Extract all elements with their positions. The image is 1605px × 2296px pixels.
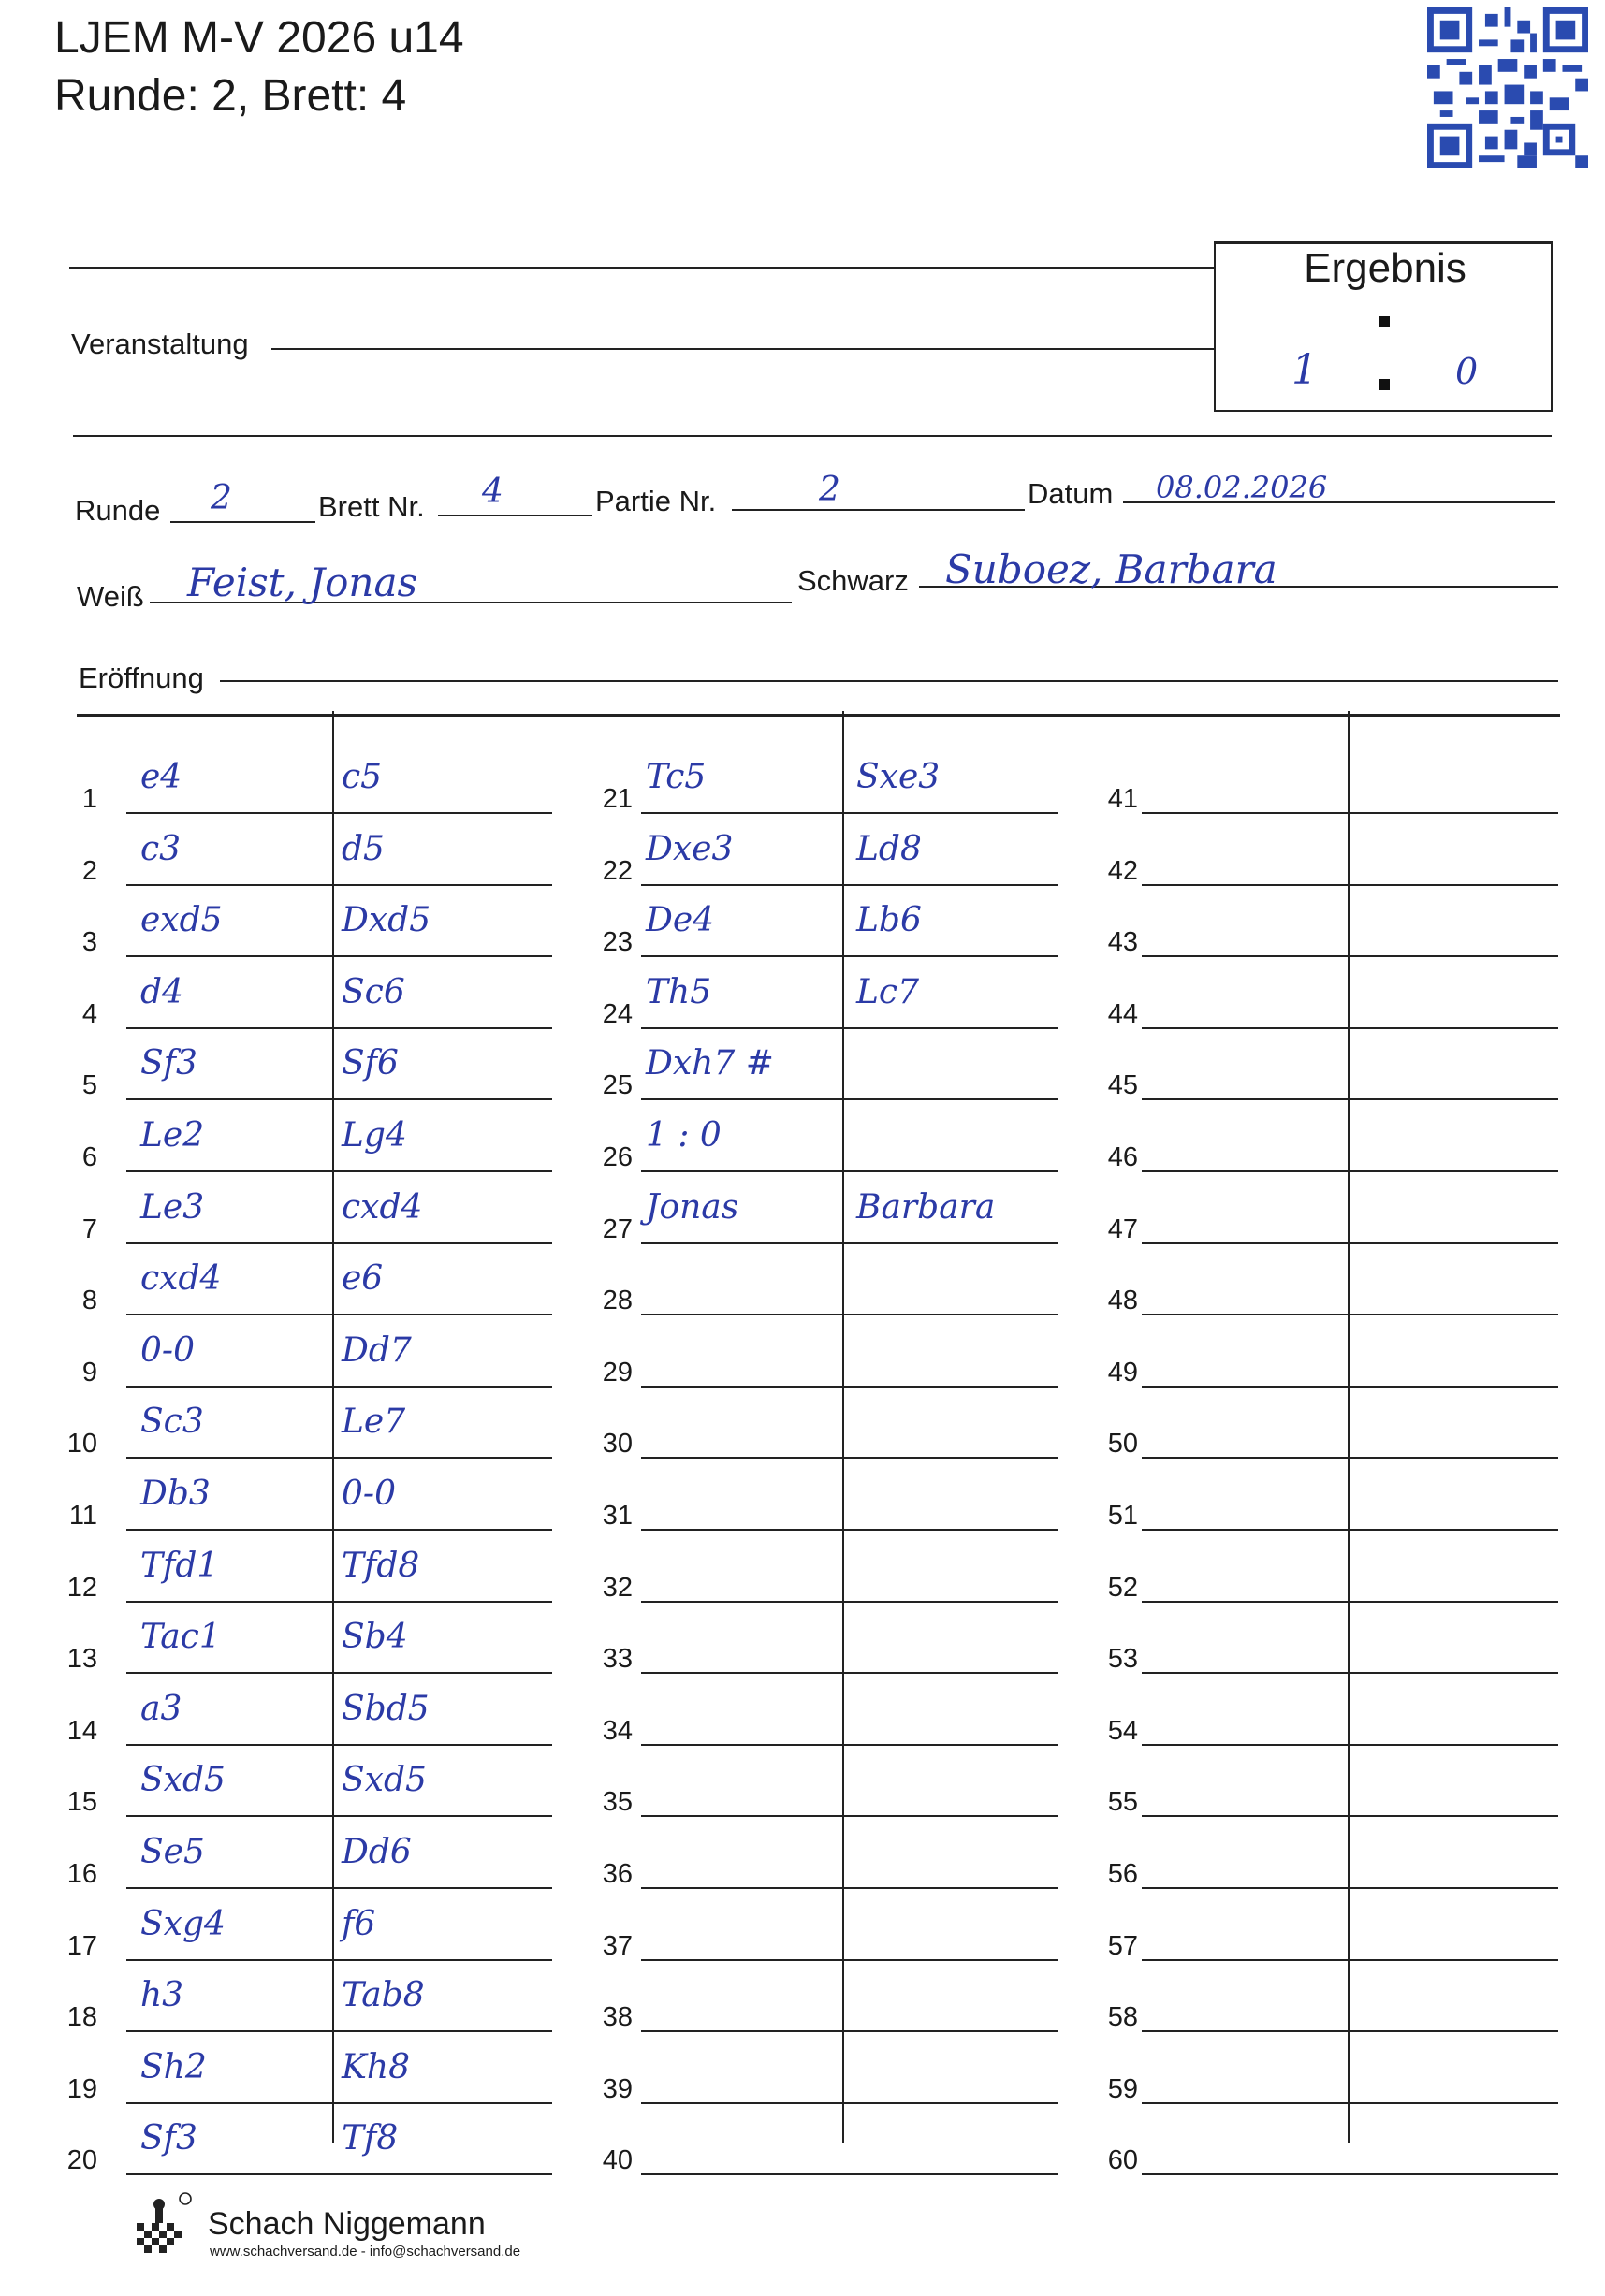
move-number: 41	[1107, 784, 1138, 814]
white-move: Dxh7 #	[646, 1044, 774, 1083]
move-line	[1142, 1242, 1558, 1244]
black-move: Sxe3	[856, 758, 941, 796]
move-line	[641, 1242, 1058, 1244]
white-move: Sh2	[140, 2047, 207, 2086]
move-number: 17	[66, 1930, 97, 1961]
move-number: 55	[1107, 1787, 1138, 1818]
move-number: 25	[602, 1070, 633, 1101]
move-line	[641, 1098, 1058, 1100]
black-move: Sb4	[342, 1618, 408, 1657]
move-number: 30	[602, 1429, 633, 1460]
move-number: 46	[1107, 1142, 1138, 1172]
datum-label: Datum	[1028, 477, 1114, 510]
move-line	[641, 1170, 1058, 1172]
white-move: 1 : 0	[646, 1116, 722, 1155]
move-number: 48	[1107, 1286, 1138, 1316]
veranstaltung-label: Veranstaltung	[71, 327, 249, 360]
move-number: 18	[66, 2002, 97, 2033]
white-move: Db3	[140, 1475, 211, 1513]
chess-board-logo-icon	[122, 2189, 197, 2264]
runde-value: 2	[211, 479, 232, 517]
black-move: Tab8	[342, 1976, 425, 2015]
move-line	[1142, 1170, 1558, 1172]
white-move: Sc3	[140, 1402, 204, 1442]
move-number: 9	[81, 1357, 97, 1388]
move-number: 14	[66, 1715, 97, 1746]
sheet-title: LJEM M-V 2026 u14	[54, 13, 464, 63]
white-move: a3	[140, 1689, 182, 1728]
result-colon-dot	[1379, 316, 1390, 327]
move-number: 26	[602, 1142, 633, 1172]
footer-brand: Schach Niggemann	[208, 2206, 486, 2242]
move-number: 50	[1107, 1429, 1138, 1460]
move-number: 13	[66, 1644, 97, 1675]
move-column-divider	[1348, 711, 1350, 2143]
move-line	[641, 955, 1058, 957]
move-line	[1142, 1672, 1558, 1674]
weiss-label: Weiß	[77, 580, 144, 613]
move-number: 39	[602, 2073, 633, 2104]
move-line	[126, 1170, 552, 1172]
black-move: Tf8	[342, 2119, 399, 2158]
black-move: f6	[342, 1904, 376, 1943]
move-line	[1142, 1457, 1558, 1459]
black-move: Lc7	[856, 972, 919, 1011]
move-number: 57	[1107, 1930, 1138, 1961]
white-move: Dxe3	[646, 829, 734, 868]
white-move: Tac1	[140, 1618, 221, 1657]
move-line	[1142, 955, 1558, 957]
move-number: 53	[1107, 1644, 1138, 1675]
move-number: 38	[602, 2002, 633, 2033]
move-line	[126, 1815, 552, 1817]
black-move: Tfd8	[342, 1546, 420, 1585]
move-line	[126, 1887, 552, 1889]
white-move: e4	[140, 758, 182, 796]
move-line	[641, 1386, 1058, 1388]
move-number: 11	[68, 1501, 97, 1531]
move-number: 47	[1107, 1213, 1138, 1244]
move-number: 1	[81, 784, 97, 814]
move-number: 3	[81, 927, 97, 958]
black-move: d5	[342, 829, 385, 868]
move-line	[1142, 1027, 1558, 1029]
move-line	[641, 884, 1058, 886]
table-divider	[332, 711, 334, 2143]
result-colon-dot	[1379, 379, 1390, 390]
move-line	[126, 1098, 552, 1100]
move-line	[126, 1242, 552, 1244]
white-move: 0-0	[140, 1330, 195, 1370]
move-number: 6	[81, 1142, 97, 1172]
white-move: Sf3	[140, 2119, 197, 2158]
move-line	[126, 2030, 552, 2032]
black-move: cxd4	[342, 1187, 423, 1227]
eroeffnung-label: Eröffnung	[79, 661, 204, 694]
white-move: Tfd1	[140, 1546, 219, 1585]
move-number: 28	[602, 1286, 633, 1316]
white-move: Sf3	[140, 1044, 197, 1083]
move-line	[641, 1529, 1058, 1531]
move-number: 24	[602, 998, 633, 1029]
weiss-value: Feist, Jonas	[187, 559, 418, 605]
move-number: 35	[602, 1787, 633, 1818]
white-move: h3	[140, 1976, 184, 2015]
move-number: 5	[81, 1070, 97, 1101]
black-move: Dxd5	[342, 901, 431, 940]
move-number: 22	[602, 855, 633, 886]
move-line	[1142, 1815, 1558, 1817]
move-line	[641, 1457, 1058, 1459]
move-line	[126, 1386, 552, 1388]
move-number: 43	[1107, 927, 1138, 958]
move-number: 16	[66, 1859, 97, 1889]
move-number: 7	[81, 1213, 97, 1244]
white-move: Le3	[140, 1187, 205, 1227]
move-line	[126, 812, 552, 814]
move-line	[1142, 812, 1558, 814]
black-move: Sf6	[342, 1044, 399, 1083]
move-line	[126, 2173, 552, 2175]
move-number: 12	[66, 1572, 97, 1603]
white-move: Sxg4	[140, 1904, 226, 1943]
move-line	[641, 1959, 1058, 1961]
footer-contact: www.schachversand.de - info@schachversand.de	[210, 2244, 521, 2260]
move-line	[126, 884, 552, 886]
move-line	[641, 1815, 1058, 1817]
move-number: 19	[66, 2073, 97, 2104]
move-number: 56	[1107, 1859, 1138, 1889]
qr-code-icon	[1424, 7, 1591, 168]
move-line	[126, 955, 552, 957]
move-number: 23	[602, 927, 633, 958]
black-move: Sxd5	[342, 1761, 427, 1800]
move-number: 34	[602, 1715, 633, 1746]
move-line	[641, 1672, 1058, 1674]
move-line	[641, 2030, 1058, 2032]
brett-value: 4	[482, 472, 503, 511]
move-number: 49	[1107, 1357, 1138, 1388]
white-move: exd5	[140, 901, 223, 940]
move-number: 45	[1107, 1070, 1138, 1101]
move-line	[1142, 1959, 1558, 1961]
move-number: 15	[66, 1787, 97, 1818]
white-move: cxd4	[140, 1259, 222, 1299]
move-number: 59	[1107, 2073, 1138, 2104]
move-line	[1142, 1601, 1558, 1603]
sheet-subtitle: Runde: 2, Brett: 4	[54, 71, 407, 121]
move-line	[1142, 1887, 1558, 1889]
black-move: e6	[342, 1259, 384, 1299]
move-line	[641, 1887, 1058, 1889]
move-line	[126, 1744, 552, 1746]
move-number: 54	[1107, 1715, 1138, 1746]
move-line	[1142, 1744, 1558, 1746]
move-line	[126, 1959, 552, 1961]
move-line	[1142, 884, 1558, 886]
black-move: Lb6	[856, 901, 922, 940]
move-line	[641, 2173, 1058, 2175]
black-move: Sc6	[342, 972, 405, 1011]
white-move: Th5	[646, 972, 712, 1011]
move-number: 60	[1107, 2145, 1138, 2176]
black-move: Dd6	[342, 1833, 412, 1871]
datum-value: 08.02.2026	[1156, 470, 1328, 505]
move-number: 8	[81, 1286, 97, 1316]
black-move: Dd7	[342, 1330, 412, 1370]
move-line	[641, 812, 1058, 814]
runde-label: Runde	[75, 494, 161, 527]
move-number: 40	[602, 2145, 633, 2176]
move-column-divider	[842, 711, 844, 2143]
partie-label: Partie Nr.	[595, 485, 717, 517]
move-number: 33	[602, 1644, 633, 1675]
move-number: 4	[81, 998, 97, 1029]
move-line	[126, 1027, 552, 1029]
move-number: 31	[602, 1501, 633, 1531]
brett-label: Brett Nr.	[318, 490, 425, 523]
black-move: 0-0	[342, 1475, 396, 1513]
result-white: 1	[1291, 346, 1318, 394]
white-move: d4	[140, 972, 183, 1011]
move-line	[126, 2102, 552, 2104]
white-move: Le2	[140, 1116, 205, 1155]
move-number: 20	[66, 2145, 97, 2176]
white-move: Jonas	[646, 1187, 739, 1227]
white-move: De4	[646, 901, 715, 940]
black-move: Lg4	[342, 1116, 407, 1155]
move-line	[641, 1314, 1058, 1315]
move-number: 10	[66, 1429, 97, 1460]
move-line	[1142, 1098, 1558, 1100]
result-title: Ergebnis	[1304, 245, 1466, 291]
move-line	[1142, 2102, 1558, 2104]
white-move: c3	[140, 829, 182, 868]
move-line	[1142, 1529, 1558, 1531]
move-line	[1142, 1314, 1558, 1315]
move-number: 58	[1107, 2002, 1138, 2033]
move-number: 37	[602, 1930, 633, 1961]
black-move: Kh8	[342, 2047, 410, 2086]
move-number: 51	[1107, 1501, 1138, 1531]
move-number: 2	[81, 855, 97, 886]
move-line	[126, 1457, 552, 1459]
move-number: 29	[602, 1357, 633, 1388]
move-line	[641, 1027, 1058, 1029]
schwarz-value: Suboez, Barbara	[945, 546, 1277, 592]
black-move: Ld8	[856, 829, 922, 868]
move-number: 21	[602, 784, 633, 814]
move-line	[1142, 2030, 1558, 2032]
move-line	[641, 2102, 1058, 2104]
schwarz-label: Schwarz	[797, 564, 909, 597]
move-line	[641, 1601, 1058, 1603]
move-number: 44	[1107, 998, 1138, 1029]
black-move: Le7	[342, 1402, 406, 1442]
move-line	[1142, 2173, 1558, 2175]
move-number: 36	[602, 1859, 633, 1889]
black-move: c5	[342, 758, 383, 796]
white-move: Sxd5	[140, 1761, 226, 1800]
black-move: Barbara	[856, 1187, 996, 1227]
move-number: 42	[1107, 855, 1138, 886]
move-line	[126, 1601, 552, 1603]
black-move: Sbd5	[342, 1689, 430, 1728]
result-black: 0	[1455, 351, 1479, 392]
white-move: Se5	[140, 1833, 205, 1871]
move-line	[126, 1314, 552, 1315]
move-number: 52	[1107, 1572, 1138, 1603]
partie-value: 2	[819, 471, 840, 509]
move-line	[641, 1744, 1058, 1746]
move-number: 32	[602, 1572, 633, 1603]
white-move: Tc5	[646, 758, 707, 796]
move-line	[126, 1529, 552, 1531]
move-line	[126, 1672, 552, 1674]
move-number: 27	[602, 1213, 633, 1244]
move-line	[1142, 1386, 1558, 1388]
